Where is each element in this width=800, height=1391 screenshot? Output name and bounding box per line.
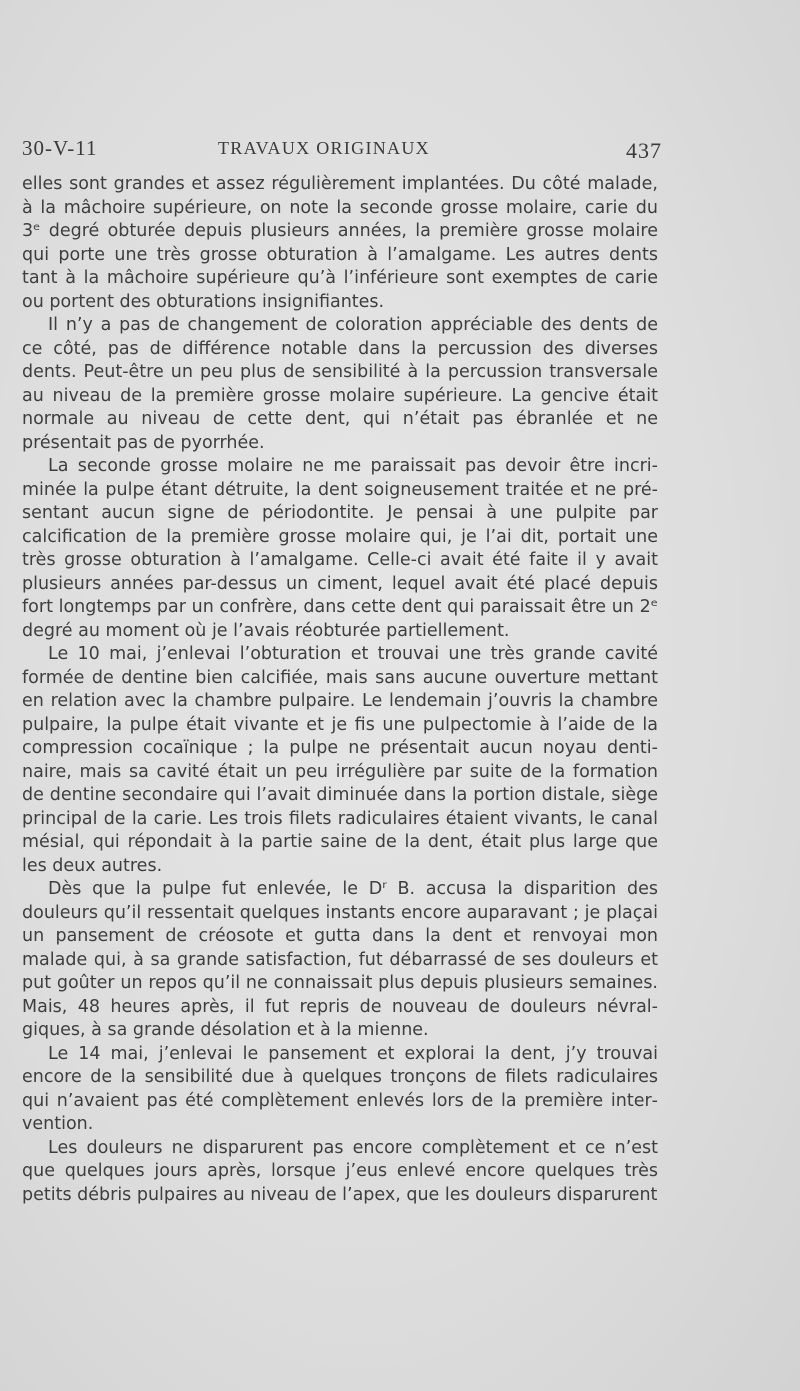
paragraph: Le 10 mai, j’enlevai l’obturation et trouvai une très grande cavité formée de dentine bien calcifiée, mais sans aucune ouverture mettant en relation avec la chambre pulpaire. Le lendemain j’ouvris la chambre pulpaire, la pulpe était vivante et je fis une pulpectomie à l’aide de la compression cocaïnique ; la pulpe ne présentait aucun noyau dentinaire, mais sa cavité était un peu irrégulière par suite de la formation de dentine secondaire qui l’avait diminuée dans la portion distale, siège principal de la carie. Les trois filets radiculaires étaient vivants, le canal mésial, qui répondait à la partie saine de la dent, était plus large que les deux autres. xyxy=(22,644,658,876)
page-number: 437 xyxy=(626,138,662,163)
header-section-title: TRAVAUX ORIGINAUX xyxy=(218,138,430,158)
paragraph: Les douleurs ne disparurent pas encore complètement et ce n’est que quelques jours après, lorsque j’eus enlevé encore quelques très petits débris pulpaires au niveau de l’apex, que les douleurs disparurent xyxy=(22,1137,658,1205)
paragraph: Le 14 mai, j’enlevai le pansement et explorai la dent, j’y trouvai encore de la sensibilité due à quelques tronçons de filets radiculaires qui n’avaient pas été complètement enlevés lors de la première intervention. xyxy=(22,1043,658,1134)
paragraph: elles sont grandes et assez régulièrement implantées. Du côté malade, à la mâchoire supérieure, on note la seconde grosse molaire, carie du 3ᵉ degré obturée depuis plusieurs années, la première grosse molaire qui porte une très grosse obturation à l’amalgame. Les autres dents tant à la mâchoire supérieure qu’à l’inférieure sont exemptes de carie ou portent des obturations insignifiantes. xyxy=(22,174,658,312)
body-text xyxy=(22,173,658,1207)
paragraph: Il n’y a pas de changement de coloration appréciable des dents de ce côté, pas de différence notable dans la percussion des diverses dents. Peut-être un peu plus de sensibilité à la percussion transversale au niveau de la première grosse molaire supérieure. La gencive était normale au niveau de cette dent, qui n’était pas ébranlée et ne présentait pas de pyorrhée. xyxy=(22,315,658,453)
paragraph: La seconde grosse molaire ne me paraissait pas devoir être incriminée la pulpe étant détruite, la dent soigneusement traitée et ne présentant aucun signe de périodontite. Je pensai à une pulpite par calcification de la première grosse molaire qui, je l’ai dit, portait une très grosse obturation à l’amalgame. Celle-ci avait été faite il y avait plusieurs années par-dessus un ciment, lequel avait été placé depuis fort longtemps par un confrère, dans cette dent qui paraissait être un 2ᵉ degré au moment où je l’avais réobturée partiellement. xyxy=(22,456,658,641)
paragraph: Dès que la pulpe fut enlevée, le Dʳ B. accusa la disparition des douleurs qu’il ressentait quelques instants encore auparavant ; je plaçai un pansement de créosote et gutta dans la dent et renvoyai mon malade qui, à sa grande satisfaction, fut débarrassé de ses douleurs et put goûter un repos qu’il ne connaissait plus depuis plusieurs semaines. Mais, 48 heures après, il fut repris de nouveau de douleurs névralgiques, à sa grande désolation et à la mienne. xyxy=(22,879,658,1040)
header-date: 30-V-11 xyxy=(22,136,98,160)
running-header xyxy=(22,134,662,164)
